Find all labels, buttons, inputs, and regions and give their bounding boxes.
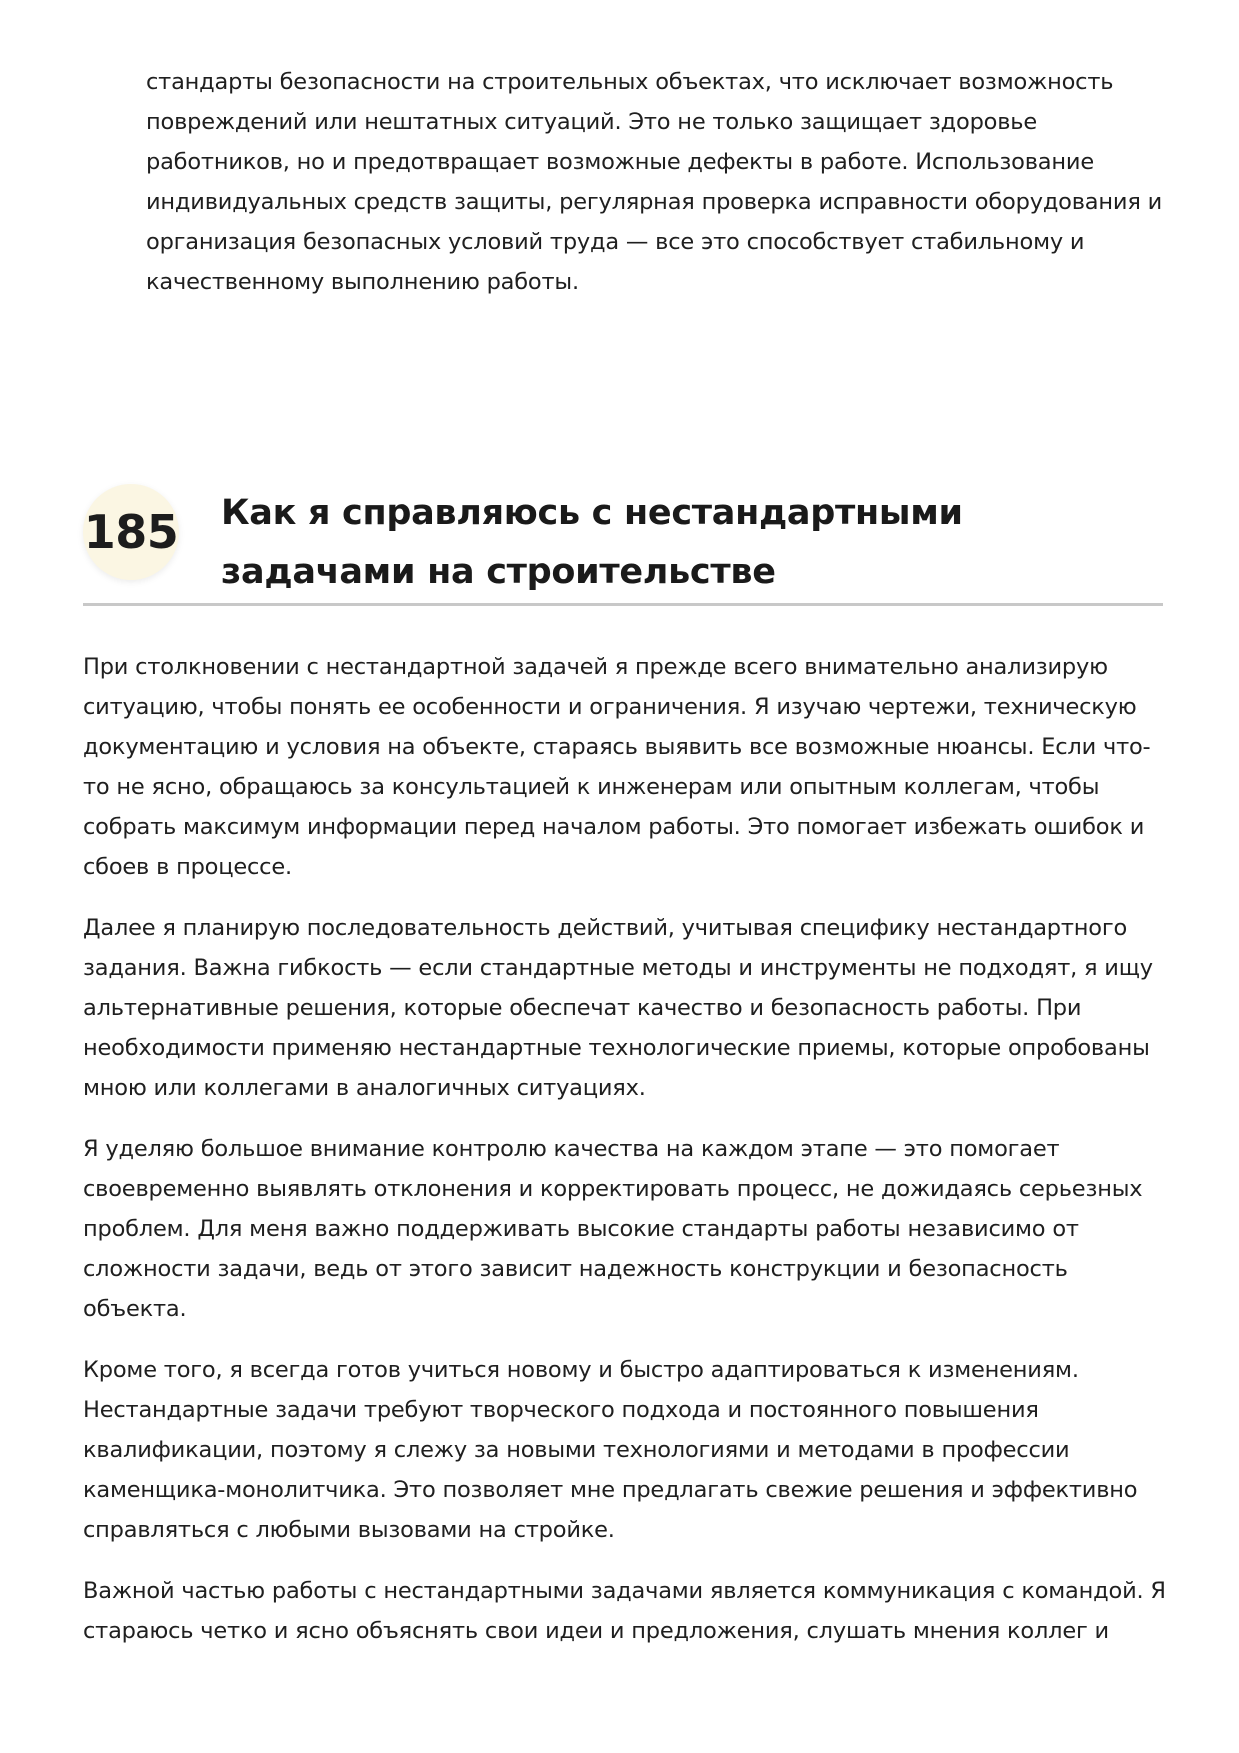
body-paragraph: Кроме того, я всегда готов учиться новому и быстро адаптироваться к изменениям. Нестандартные задачи требуют творческого подхода и постоянного повышения квалификации, поэтому я слежу за новыми технологиями и методами в профессии каменщика-монолитчика. Это позволяет мне предлагать свежие решения и эффективно справляться с любыми вызовами на стройке. — [83, 1357, 1138, 1543]
body-paragraph: Далее я планирую последовательность действий, учитывая специфику нестандартного задания. Важна гибкость — если стандартные методы и инструменты не подходят, я ищу альтернативные решения, которые обеспечат качество и безопасность работы. При необходимости применяю нестандартные технологические приемы, которые опробованы мною или коллегами в аналогичных ситуациях. — [83, 915, 1153, 1101]
body-paragraph: При столкновении с нестандартной задачей я прежде всего внимательно анализирую ситуацию, чтобы понять ее особенности и ограничения. Я изучаю чертежи, техническую документацию и условия на объекте, стараясь выявить все возможные нюансы. Если что-то не ясно, обращаюсь за консультацией к инженерам или опытным коллегам, чтобы собрать максимум информации перед началом работы. Это помогает избежать ошибок и сбоев в процессе. — [83, 654, 1151, 880]
intro-paragraph: стандарты безопасности на строительных объектах, что исключает возможность повреждений или нештатных ситуаций. Это не только защищает здоровье работников, но и предотвращает возможные дефекты в работе. Использование индивидуальных средств защиты, регулярная проверка исправности оборудования и организация безопасных условий труда — все это способствует стабильному и качественному выполнению работы. — [146, 69, 1163, 295]
body-paragraph: Я уделяю большое внимание контролю качества на каждом этапе — это помогает своевременно выявлять отклонения и корректировать процесс, не дожидаясь серьезных проблем. Для меня важно поддерживать высокие стандарты работы независимо от сложности задачи, ведь от этого зависит надежность конструкции и безопасность объекта. — [83, 1136, 1143, 1322]
section-header — [83, 484, 1163, 606]
section-title: Как я справляюсь с нестандартными задачами на строительстве — [221, 493, 963, 592]
section-body — [83, 647, 1173, 1672]
section-divider — [83, 603, 1163, 606]
body-paragraph: Важной частью работы с нестандартными задачами является коммуникация с командой. Я стараюсь четко и ясно объяснять свои идеи и предложения, слушать мнения коллег и — [83, 1578, 1166, 1644]
section-number-badge: 185 — [83, 484, 179, 580]
